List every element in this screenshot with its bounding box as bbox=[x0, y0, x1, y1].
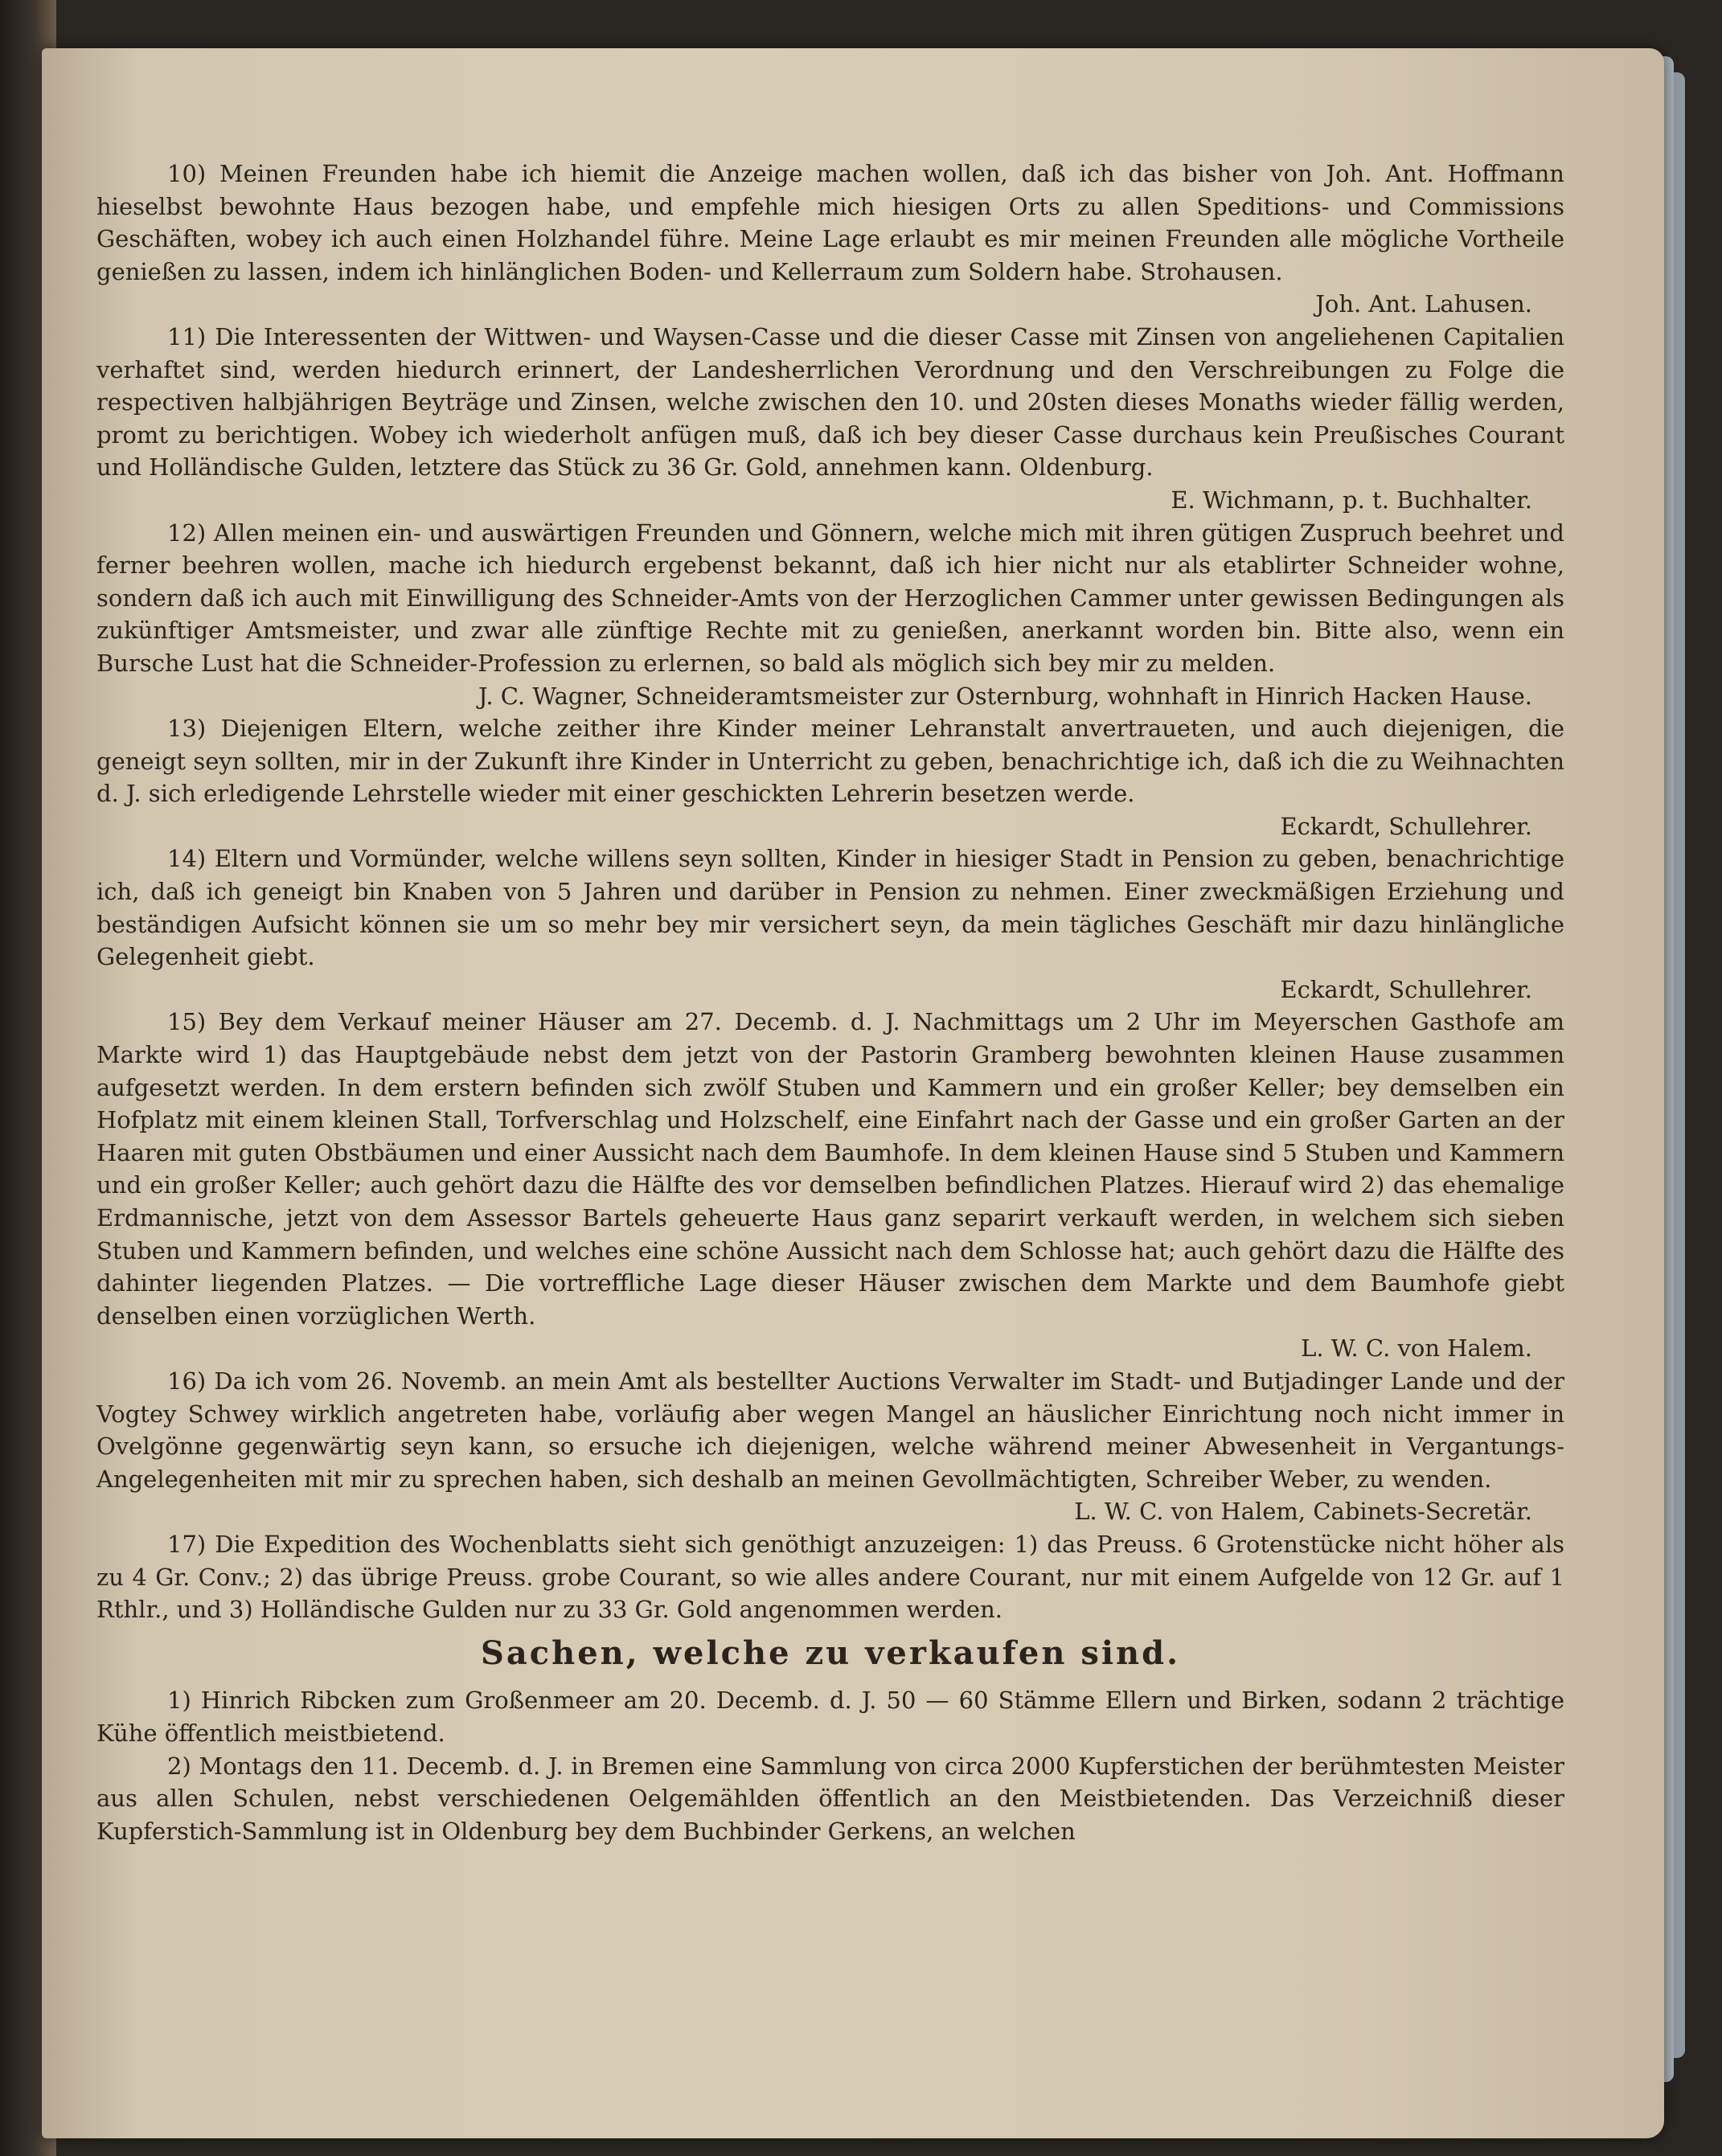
signature: L. W. C. von Halem. bbox=[1301, 1334, 1532, 1363]
signature: Eckardt, Schullehrer. bbox=[1280, 975, 1532, 1003]
signature: Joh. Ant. Lahusen. bbox=[1315, 290, 1532, 318]
page-text bbox=[96, 158, 1564, 1847]
notice-13: 13) Diejenigen Eltern, welche zeither ihre Kinder meiner Lehranstalt anvertraueten, und auch diejenigen, die geneigt seyn sollten, mir in der Zukunft ihre Kinder in Unterricht zu geben, benachrichtige ich, daß ich die zu Weihnachten d. J. sich erledigende Lehrstelle wieder mit einer geschickten Lehrerin besetzen werde. bbox=[96, 715, 1564, 808]
notice-16: 16) Da ich vom 26. Novemb. an mein Amt als bestellter Auctions Verwalter im Stadt- und Butjadinger Lande und der Vogtey Schwey wirklich angetreten habe, vorläufig aber wegen Mangel an häuslicher Einrichtung noch nicht immer in Ovelgönne gegenwärtig seyn kann, so ersuche ich diejenigen, welche während meiner Abwesenheit in Vergantungs-Angelegenheiten mit mir zu sprechen haben, sich deshalb an meinen Gevollmächtigten, Schreiber Weber, zu wenden. bbox=[96, 1367, 1564, 1493]
notice-11: 11) Die Interessenten der Wittwen- und Waysen-Casse und die dieser Casse mit Zinsen von angeliehenen Capitalien verhaftet sind, werden hiedurch erinnert, der Landesherrlichen Verordnung und den Verschreibungen zu Folge die respectiven halbjährigen Beyträge und Zinsen, welche zwischen den 10. und 20sten dieses Monaths wieder fällig werden, promt zu berichtigen. Wobey ich wiederholt anfügen muß, daß ich bey dieser Casse durchaus kein Preußisches Courant und Holländische Gulden, letztere das Stück zu 36 Gr. Gold, annehmen kann. Oldenburg. bbox=[96, 322, 1564, 482]
sale-item-1: 1) Hinrich Ribcken zum Großenmeer am 20. Decemb. d. J. 50 — 60 Stämme Ellern und Birken, sodann 2 trächtige Kühe öffentlich meistbietend. bbox=[96, 1687, 1564, 1747]
notice-14: 14) Eltern und Vormünder, welche willens seyn sollten, Kinder in hiesiger Stadt in Pension zu geben, benachrichtige ich, daß ich geneigt bin Knaben von 5 Jahren und darüber in Pension zu nehmen. Einer zweckmäßigen Erziehung und beständigen Aufsicht können sie um so mehr bey mir versichert seyn, da mein tägliches Geschäft mir dazu hinlängliche Gelegenheit giebt. bbox=[96, 845, 1564, 971]
notice-12: 12) Allen meinen ein- und auswärtigen Freunden und Gönnern, welche mich mit ihren gütigen Zuspruch beehret und ferner beehren wollen, mache ich hiedurch ergebenst bekannt, daß ich hier nicht nur als etablirter Schneider wohne, sondern daß ich auch mit Einwilligung des Schneider-Amts von der Herzoglichen Cammer unter gewissen Bedingungen als zukünftiger Amtsmeister, und zwar alle zünftige Rechte mit zu genießen, anerkannt worden bin. Bitte also, wenn ein Bursche Lust hat die Schneider-Profession zu erlernen, so bald als möglich sich bey mir zu melden. bbox=[96, 519, 1564, 677]
signature: E. Wichmann, p. t. Buchhalter. bbox=[1171, 486, 1532, 514]
page-edge bbox=[1663, 56, 1674, 2082]
signature: Eckardt, Schullehrer. bbox=[1280, 812, 1532, 840]
signature: L. W. C. von Halem, Cabinets-Secretär. bbox=[1074, 1498, 1532, 1526]
notice-10: 10) Meinen Freunden habe ich hiemit die Anzeige machen wollen, daß ich das bisher von Joh. Ant. Hoffmann hieselbst bewohnte Haus bezogen habe, und empfehle mich hiesigen Orts zu allen Speditions- und Commissions Geschäften, wobey ich auch einen Holzhandel führe. Meine Lage erlaubt es mir meinen Freunden alle mögliche Vortheile genießen zu lassen, indem ich hinlänglichen Boden- und Kellerraum zum Soldern habe. Strohausen. bbox=[96, 160, 1564, 285]
notice-17: 17) Die Expedition des Wochenblatts sieht sich genöthigt anzuzeigen: 1) das Preuss. 6 Grotenstücke nicht höher als zu 4 Gr. Conv.; 2) das übrige Preuss. grobe Courant, so wie alles andere Courant, nur mit einem Aufgelde von 12 Gr. auf 1 Rthlr., und 3) Holländische Gulden nur zu 33 Gr. Gold angenommen werden. bbox=[96, 1530, 1564, 1624]
page-edge bbox=[1674, 72, 1685, 2058]
section-heading: Sachen, welche zu verkaufen sind. bbox=[480, 1633, 1181, 1672]
signature: J. C. Wagner, Schneideramtsmeister zur Osternburg, wohnhaft in Hinrich Hacken Hause. bbox=[478, 682, 1532, 710]
sale-item-2: 2) Montags den 11. Decemb. d. J. in Bremen eine Sammlung von circa 2000 Kupferstichen der berühmtesten Meister aus allen Schulen, nebst verschiedenen Oelgemählden öffentlich an den Meistbietenden. Das Verzeichniß dieser Kupferstich-Sammlung ist in Oldenburg bey dem Buchbinder Gerkens, an welchen bbox=[96, 1752, 1564, 1845]
notice-15: 15) Bey dem Verkauf meiner Häuser am 27. Decemb. d. J. Nachmittags um 2 Uhr im Meyerschen Gasthofe am Markte wird 1) das Hauptgebäude nebst dem jetzt von der Pastorin Gramberg bewohnten kleinen Hause zusammen aufgesetzt werden. In dem erstern befinden sich zwölf Stuben und Kammern und ein großer Keller; bey demselben ein Hofplatz mit einem kleinen Stall, Torfverschlag und Holzschelf, eine Einfahrt nach der Gasse und ein großer Garten an der Haaren mit guten Obstbäumen und einer Aussicht nach dem Baumhofe. In dem kleinen Hause sind 5 Stuben und Kammern und ein großer Keller; auch gehört dazu die Hälfte des vor demselben befindlichen Platzes. Hierauf wird 2) das ehemalige Erdmannische, jetzt von dem Assessor Bartels geheuerte Haus ganz separirt verkauft werden, in welchem sich sieben Stuben und Kammern befinden, und welches eine schöne Aussicht nach dem Schlosse hat; auch gehört dazu die Hälfte des dahinter liegenden Platzes. — Die vortreffliche Lage dieser Häuser zwischen dem Markte und dem Baumhofe giebt denselben einen vorzüglichen Werth. bbox=[96, 1008, 1564, 1330]
